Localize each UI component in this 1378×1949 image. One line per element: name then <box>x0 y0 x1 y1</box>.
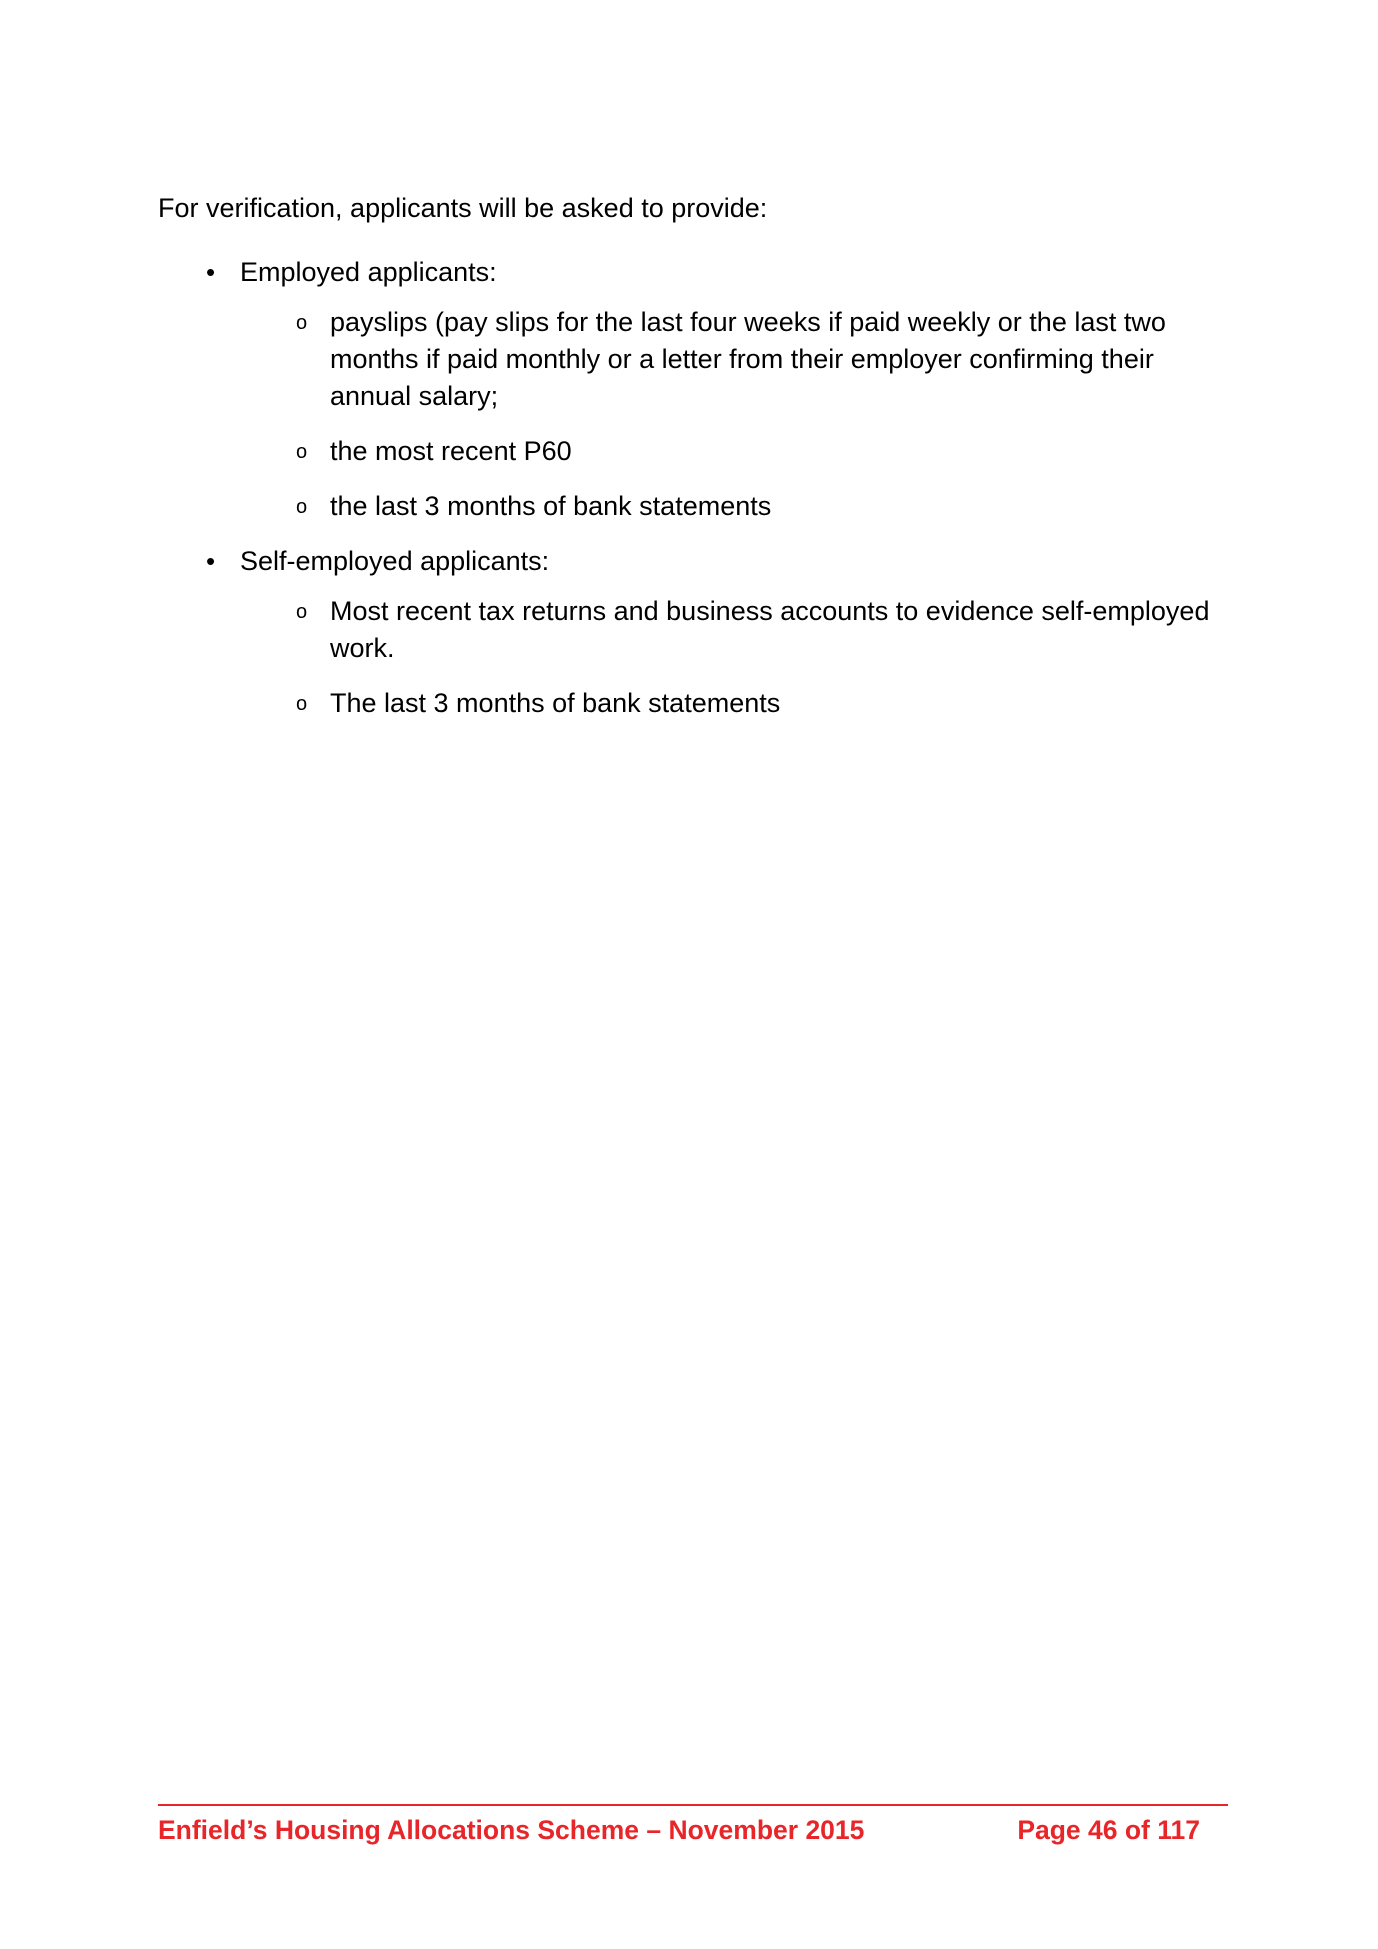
sub-item-text: the last 3 months of bank statements <box>330 491 772 522</box>
employed-sublist <box>240 304 1228 525</box>
list-item <box>158 543 1228 722</box>
sub-item-text: payslips (pay slips for the last four weeks if paid weekly or the last two months if paid monthly or a letter from their employer confirming their annual salary; <box>330 307 1166 412</box>
section-heading: Self-employed applicants: <box>240 546 550 577</box>
list-item <box>240 593 1228 667</box>
page-content <box>158 190 1228 740</box>
circle-bullet-icon: o <box>296 600 308 623</box>
list-item <box>240 685 1228 722</box>
page-number: Page 46 of 117 <box>1017 1815 1200 1845</box>
sub-item-text: the most recent P60 <box>330 436 572 467</box>
intro-paragraph: For verification, applicants will be asked to provide: <box>158 193 768 223</box>
verification-list <box>158 254 1228 721</box>
footer-divider <box>158 1804 1228 1806</box>
bullet-icon: • <box>206 546 216 577</box>
list-item <box>240 433 1228 470</box>
list-item <box>240 304 1228 415</box>
footer-title: Enfield’s Housing Allocations Scheme – November 2015 <box>158 1815 865 1845</box>
section-heading: Employed applicants: <box>240 257 497 288</box>
footer-row <box>158 1815 1228 1846</box>
self-employed-sublist <box>240 593 1228 722</box>
circle-bullet-icon: o <box>296 496 308 519</box>
sub-item-text: Most recent tax returns and business accounts to evidence self-employed work. <box>330 595 1210 663</box>
page-footer <box>158 1804 1228 1846</box>
bullet-icon: • <box>206 257 216 288</box>
circle-bullet-icon: o <box>296 441 308 464</box>
list-item <box>158 254 1228 525</box>
list-item <box>240 488 1228 525</box>
sub-item-text: The last 3 months of bank statements <box>330 687 781 718</box>
circle-bullet-icon: o <box>296 692 308 715</box>
circle-bullet-icon: o <box>296 312 308 335</box>
